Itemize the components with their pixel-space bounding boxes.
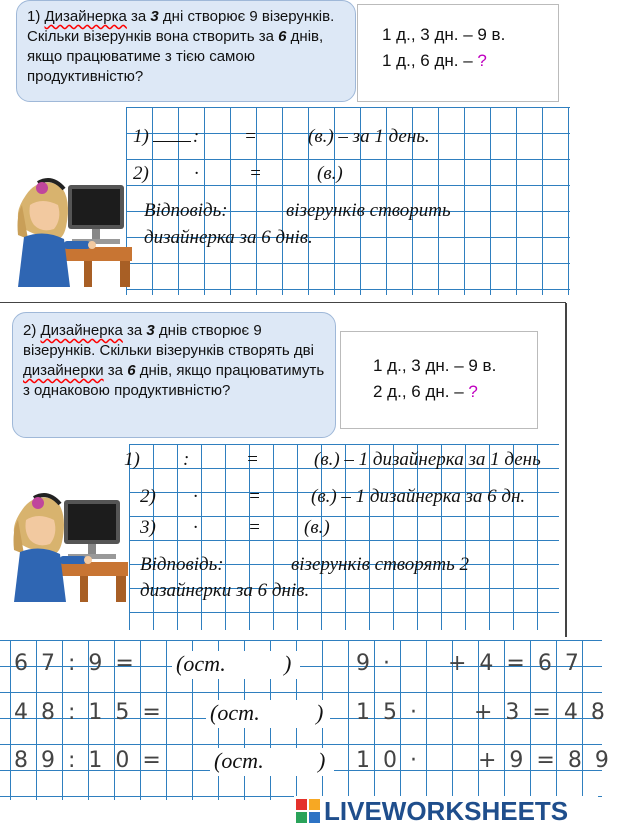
girl-at-computer-illustration <box>8 175 132 293</box>
task2-answer-label: Відповідь: <box>140 554 224 575</box>
girl-at-computer-illustration <box>4 490 128 608</box>
division-row-3-check-a: 10· <box>356 748 430 773</box>
section-divider-vertical <box>565 303 567 637</box>
division-row-1-close: ) <box>284 651 292 676</box>
division-row-2-check-b: +3=48 <box>474 700 618 725</box>
task1-condition-line1: 1 д., 3 дн. – 9 в. <box>382 25 506 44</box>
task2-step1: 1) <box>124 449 140 470</box>
division-row-2-check-a: 15· <box>356 700 430 725</box>
task2-question: 2) Дизайнерка за 3 днів створює 9 візерунків. Скільки візерунків створять дві дизайнерки за 6 днів, якщо працюватимуть з однаковою продуктивністю? <box>12 312 336 438</box>
task1-answer-label: Відповідь: <box>144 200 228 221</box>
brand-logo <box>294 796 598 828</box>
task2-step2-tail: (в.) – 1 дизайнерка за 6 дн. <box>311 486 526 507</box>
task2-step3: 3) <box>140 517 156 538</box>
division-row-3-ost: (ост. <box>214 748 264 773</box>
task2-step1-eq: = <box>246 449 259 470</box>
task1-condition-line2: 1 д., 6 дн. – ? <box>382 51 487 70</box>
task2-step3-eq: = <box>248 517 261 538</box>
task2-condition-line1: 1 д., 3 дн. – 9 в. <box>373 356 497 375</box>
division-row-2-ost: (ост. <box>210 700 260 725</box>
question-mark-icon: ? <box>468 382 478 401</box>
division-row-1-check-b: +4=67 <box>448 651 592 676</box>
task1-step1-eq: = <box>244 126 257 147</box>
division-row-3-expression: 89:10= <box>14 748 174 773</box>
question-mark-icon: ? <box>477 51 487 70</box>
task1-step2-tail: (в.) <box>317 163 343 184</box>
brand-logo-icon <box>296 799 320 823</box>
task2-step3-tail: (в.) <box>304 517 330 538</box>
division-row-2-close: ) <box>316 700 324 725</box>
task2-step2-op: · <box>193 486 198 507</box>
task2-condition-box <box>340 331 538 429</box>
task2-step2: 2) <box>140 486 156 507</box>
task1-step1: 1) : <box>133 126 200 147</box>
task1-question: 1) Дизайнерка за 3 дні створює 9 візерунків. Скільки візерунків вона створить за 6 днів, якщо працюватиме з тією самою продуктивністю? <box>16 0 356 102</box>
task1-step1-tail: (в.) – за 1 день. <box>308 126 430 147</box>
task2-condition-line2: 2 д., 6 дн. – ? <box>373 382 478 401</box>
task1-step2-op: · <box>194 163 199 184</box>
task2-answer-text2: дизайнерки за 6 днів. <box>140 580 310 601</box>
task1-answer-text1: візерунків створить <box>286 200 451 221</box>
task2-answer-text1: візерунків створять 2 <box>291 554 469 575</box>
task1-condition-box <box>357 4 559 102</box>
task1-step2-eq: = <box>249 163 262 184</box>
section-divider <box>0 302 566 303</box>
division-row-3-check-b: +9=89 <box>478 748 622 773</box>
division-row-1-check-a: 9· <box>356 651 403 676</box>
brand-name: LIVEWORKSHEETS <box>324 796 569 826</box>
division-row-3-close: ) <box>318 748 326 773</box>
task2-step2-eq: = <box>248 486 261 507</box>
task2-step1-op: : <box>183 449 190 470</box>
division-row-1-ost: (ост. <box>176 651 226 676</box>
task2-step1-tail: (в.) – 1 дизайнерка за 1 день <box>314 449 541 470</box>
division-row-1-expression: 67:9= <box>14 651 147 676</box>
division-row-2-expression: 48:15= <box>14 700 174 725</box>
task2-step3-op: · <box>193 517 198 538</box>
task1-step2: 2) <box>133 163 149 184</box>
task1-answer-text2: дизайнерка за 6 днів. <box>144 227 313 248</box>
